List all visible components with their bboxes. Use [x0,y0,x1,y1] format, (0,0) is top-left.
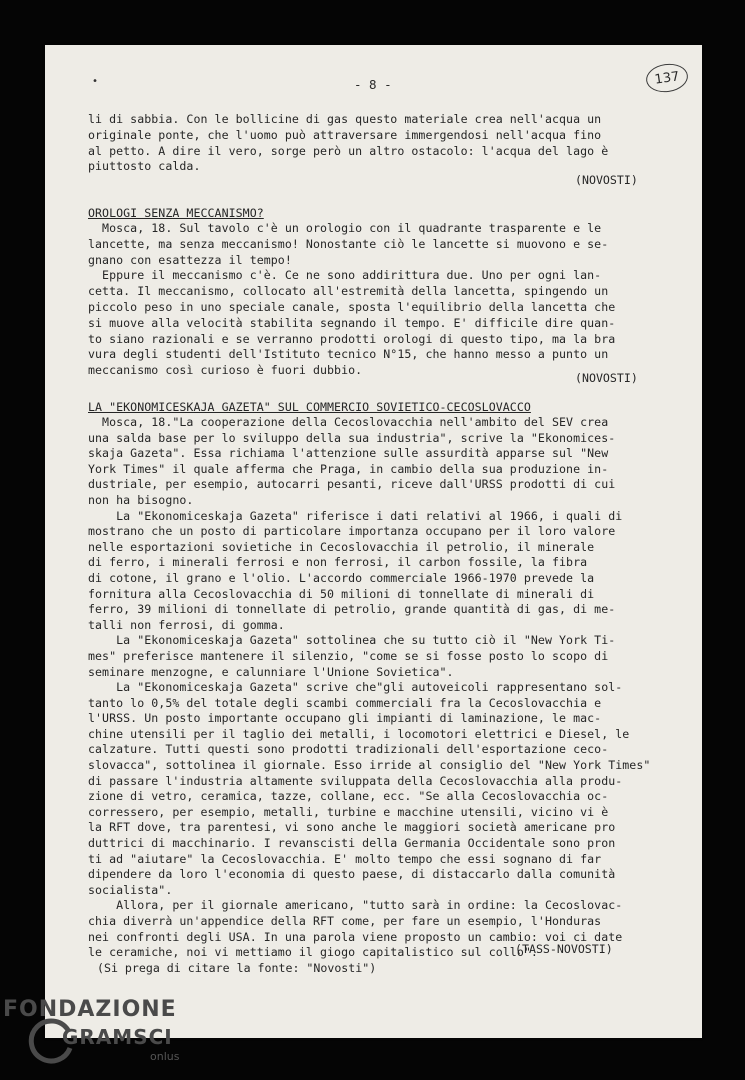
text-line: di passare l'industria altamente sviluppata della Cecoslovacchia alla produ- [88,773,623,788]
text-line: originale ponte, che l'uomo può attraversare immergendosi nell'acqua fino [88,127,602,142]
article1-heading: OROLOGI SENZA MECCANISMO? [88,206,264,220]
text-line: calzature. Tutti questi sono prodotti tradizionali dell'esportazione ceco- [88,742,609,757]
text-line: fornitura alla Cecoslovacchia di 50 milioni di tonnellate di minerali di [88,586,595,601]
text-line: corressero, per esempio, metalli, turbine e macchine utensili, vicino vi è [88,804,609,819]
text-line: La "Ekonomiceskaja Gazeta" sottolinea che su tutto ciò il "New York Ti- [88,633,616,648]
article1-source: (NOVOSTI) [575,371,638,385]
text-line: mostrano che un posto di particolare importanza occupano per il loro valore [88,524,616,539]
article2-body [88,415,678,961]
text-line: Allora, per il giornale americano, "tutto sarà in ordine: la Cecoslovac- [88,898,623,913]
text-line: ti ad "aiutare" la Cecoslovacchia. E' molto tempo che essi sognano di far [88,851,602,866]
text-line: mes" preferisce mantenere il silenzio, "come se si fosse posto lo scopo di [88,648,609,663]
text-line: lancette, ma senza meccanismo! Nonostante ciò le lancette si muovono e se- [88,236,609,251]
text-line: socialista". [88,882,173,897]
watermark-onlus: onlus [150,1050,180,1063]
text-line: La "Ekonomiceskaja Gazeta" riferisce i dati relativi al 1966, i quali di [88,508,623,523]
text-line: cetta. Il meccanismo, collocato all'estremità della lancetta, spingendo un [88,284,609,299]
text-line: York Times" il quale afferma che Praga, in cambio della sua produzione in- [88,461,609,476]
text-line: meccanismo così curioso è fuori dubbio. [88,363,363,378]
text-line: vura degli studenti dell'Istituto tecnico N°15, che hanno messo a punto un [88,347,609,362]
text-line: le ceramiche, noi vi mettiamo il giogo capitalistico sul collo". [88,945,538,960]
page-number: - 8 - [354,77,392,92]
text-line: la RFT dove, tra parentesi, vi sono anche le maggiori società americane pro [88,820,616,835]
text-line: Mosca, 18. Sul tavolo c'è un orologio con il quadrante trasparente e le [88,221,602,235]
intro-paragraph [88,112,678,175]
text-line: dustriale, per esempio, autocarri pesanti, riceve dall'URSS prodotti di cui [88,477,616,492]
text-line: non ha bisogno. [88,492,194,507]
text-line: chine utensili per il taglio dei metalli, i locomotori elettrici e Diesel, le [88,726,630,741]
text-line: nei confronti degli USA. In una parola viene proposto un cambio: voi ci date [88,929,623,944]
text-line: di cotone, il grano e l'olio. L'accordo commerciale 1966-1970 prevede la [88,570,595,585]
text-line: talli non ferrosi, di gomma. [88,617,285,632]
margin-mark: • [92,76,99,87]
text-line: piccolo peso in uno speciale canale, sposta l'equilibrio della lancetta che [88,299,616,314]
text-line: l'URSS. Un posto importante occupano gli impianti di laminazione, le mac- [88,711,602,726]
text-line: zione di vetro, ceramica, tazze, collane, ecc. "Se alla Cecoslovacchia oc- [88,789,609,804]
text-line: dipendere da loro l'economia di questo paese, di distaccarlo dalla comunità [88,867,616,882]
watermark-fondazione: FONDAZIONE [3,997,177,1022]
text-line: La "Ekonomiceskaja Gazeta" scrive che"gli autoveicoli rappresentano sol- [88,680,623,695]
text-line: to siano razionali e se verranno prodotti orologi di questo tipo, ma la bra [88,331,616,346]
text-line: seminare menzogne, e calunniare l'Unione Sovietica". [88,664,454,679]
text-line: chia diverrà un'appendice della RFT come, per fare un esempio, l'Honduras [88,914,602,928]
text-line: tanto lo 0,5% del totale degli scambi commerciali fra la Cecoslovacchia e [88,695,602,710]
citation-note: (Si prega di citare la fonte: "Novosti") [97,961,377,975]
watermark-gramsci: GRAMSCI [62,1025,173,1049]
article2-heading: LA "EKONOMICESKAJA GAZETA" SUL COMMERCIO SOVIETICO-CECOSLOVACCO [88,400,531,414]
text-line: Eppure il meccanismo c'è. Ce ne sono addirittura due. Uno per ogni lan- [88,268,602,283]
text-line: li di sabbia. Con le bollicine di gas questo materiale crea nell'acqua un [88,112,602,126]
text-line: skaja Gazeta". Essa richiama l'attenzione sulle assurdità apparse sul "New [88,446,609,461]
text-line: nelle esportazioni sovietiche in Cecoslovacchia il petrolio, il minerale [88,539,595,554]
text-line: Mosca, 18."La cooperazione della Cecoslovacchia nell'ambito del SEV crea [88,415,609,429]
text-line: una salda base per lo sviluppo della sua industria", scrive la "Ekonomices- [88,430,616,445]
text-line: duttrici di macchinario. I revanscisti della Germania Occidentale sono pron [88,836,616,851]
archive-stamp-number: 137 [653,68,681,88]
intro-source: (NOVOSTI) [575,173,638,187]
article2-source: (TASS-NOVOSTI) [515,942,613,956]
text-line: al petto. A dire il vero, sorge però un altro ostacolo: l'acqua del lago è [88,143,609,158]
text-line: gnano con esattezza il tempo! [88,252,292,267]
text-line: di ferro, i minerali ferrosi e non ferrosi, il carbon fossile, la fibra [88,555,588,570]
text-line: ferro, 39 milioni di tonnellate di petrolio, grande quantità di gas, di me- [88,602,616,617]
text-line: piuttosto calda. [88,159,201,174]
article1-body [88,221,678,379]
text-line: slovacca", sottolinea il giornale. Esso irride al consiglio del "New York Times" [88,758,651,773]
text-line: si muove alla velocità stabilita segnando il tempo. E' difficile dire quan- [88,315,616,330]
